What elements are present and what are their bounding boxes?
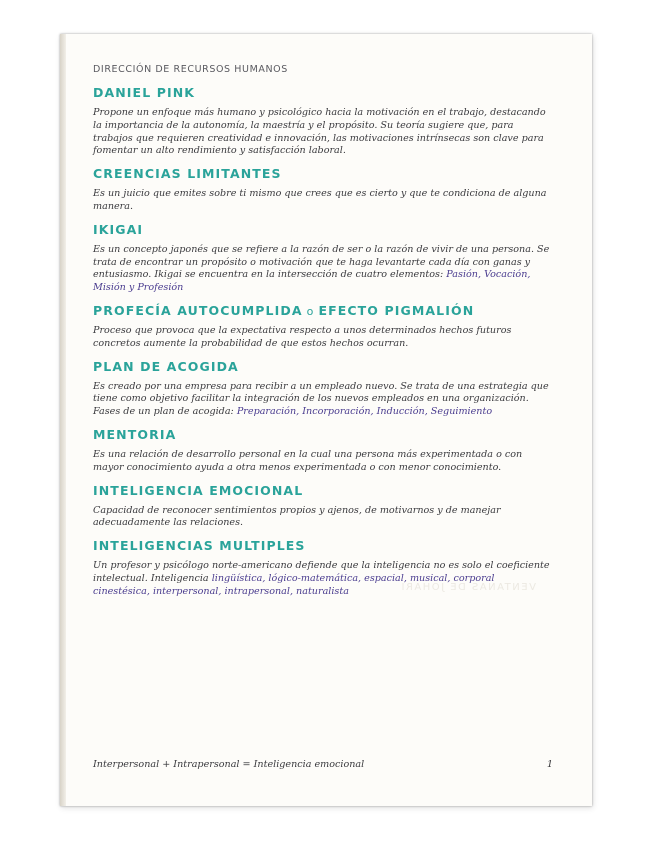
section-body: Proceso que provoca que la expectativa respecto a unos determinados hechos futuros concretos aumente la probabilidad de que estos hechos ocurran. <box>93 324 512 349</box>
section-title: CREENCIAS LIMITANTES <box>93 166 282 182</box>
section-highlight: Pasión, Vocación, Misión y Profesión <box>93 269 531 294</box>
section-title: INTELIGENCIA EMOCIONAL <box>93 482 304 498</box>
section-creencias-limitantes <box>93 166 553 214</box>
section-body-wrap <box>93 560 553 598</box>
section-title: IKIGAI <box>93 221 144 237</box>
section-profecia-autocumplida <box>93 303 553 351</box>
section-body: Es creado por una empresa para recibir a un empleado nuevo. Se trata de una estrategia que tiene como objetivo facilitar la integración de los nuevos empleados en una organización. Fases de un plan de acogida: <box>93 380 549 418</box>
section-highlight: lingüística, lógico-matemática, espacial, musical, corporal cinestésica, interpersonal, intrapersonal, naturalista <box>93 572 495 597</box>
page-header: DIRECCIÓN DE RECURSOS HUMANOS <box>93 64 288 75</box>
section-title: INTELIGENCIAS MULTIPLES <box>93 538 306 554</box>
footer-formula: Interpersonal + Intrapersonal = Inteligencia emocional <box>93 759 365 770</box>
section-body: Es un concepto japonés que se refiere a la razón de ser o la razón de vivir de una persona. Se trata de encontrar un propósito o motivación que te haga levantarte cada día con ganas y entusiasmo. Ikigai se encuentra en la intersección de cuatro elementos: <box>93 243 550 281</box>
section-title: MENTORIA <box>93 426 177 442</box>
page-number: 1 <box>546 759 553 770</box>
section-inteligencia-emocional <box>93 483 553 531</box>
section-title: PROFECÍA AUTOCUMPLIDA <box>93 302 303 318</box>
section-body: Un profesor y psicólogo norte-americano defiende que la inteligencia no es solo el coeficiente intelectual. Inteligencia <box>93 560 550 584</box>
section-body: Propone un enfoque más humano y psicológico hacia la motivación en el trabajo, destacando la importancia de la autonomía, la maestría y el propósito. Su teoría sugiere que, para trabajos que requieren creatividad e innovación, las motivaciones intrínsecas son clave para fomentar un alto rendimiento y satisfacción laboral. <box>93 107 546 157</box>
section-title-alt: EFECTO PIGMALIÓN <box>318 302 475 318</box>
section-body: Es una relación de desarrollo personal en la cual una persona más experimentada o con mayor conocimiento ayuda a otra menos experimentada o con menor conocimiento. <box>93 448 523 473</box>
section-ikigai <box>93 222 553 295</box>
section-body: Es un juicio que emites sobre ti mismo que crees que es cierto y que te condiciona de alguna manera. <box>93 188 547 212</box>
page-binding-edge <box>60 34 66 806</box>
page-content <box>93 64 553 607</box>
section-body-wrap <box>93 381 553 419</box>
section-body: Capacidad de reconocer sentimientos propios y ajenos, de motivarnos y de manejar adecuadamente las relaciones. <box>93 504 501 529</box>
section-title-wrap <box>93 303 553 318</box>
section-inteligencias-multiples <box>93 538 553 598</box>
title-connector: o <box>306 304 315 318</box>
section-plan-de-acogida <box>93 359 553 419</box>
section-body-wrap <box>93 244 553 295</box>
section-title: DANIEL PINK <box>93 85 196 100</box>
bleed-through-text: VENTANAS DE JOHARI <box>400 582 536 593</box>
section-mentoria <box>93 427 553 475</box>
section-title: PLAN DE ACOGIDA <box>93 358 239 374</box>
page-footer <box>93 759 553 770</box>
section-daniel-pink <box>93 85 553 158</box>
notebook-page <box>60 34 592 806</box>
section-highlight: Preparación, Incorporación, Inducción, Seguimiento <box>236 406 493 418</box>
